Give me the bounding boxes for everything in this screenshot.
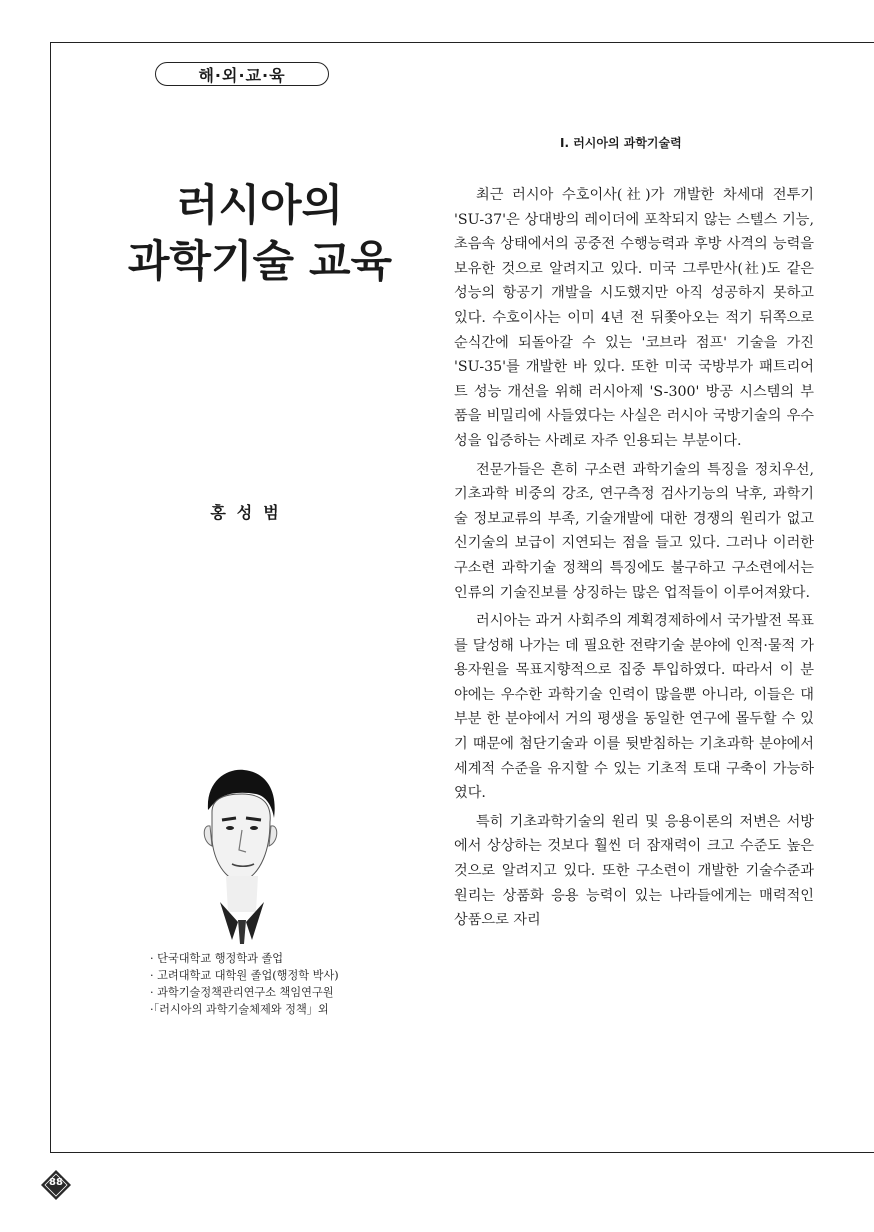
title-line-2: 과학기술 교육 [127,237,393,287]
title-line-1: 러시아의 [176,181,344,231]
page-number: 88 [49,1177,63,1188]
paragraph: 특히 기초과학기술의 원리 및 응용이론의 저변은 서방에서 상상하는 것보다 훨씬 더 잠재력이 크고 수준도 높은 것으로 알려지고 있다. 또한 구소련이 개발한 기술수준과 원리는 상품화 응용 능력이 있는 나라들에게는 매력적인 상품으로 자리 [454,813,814,929]
article-body [454,183,814,933]
paragraph: 전문가들은 흔히 구소련 과학기술의 특징을 정치우선, 기초과학 비중의 강조, 연구측정 검사기능의 낙후, 과학기술 정보교류의 부족, 기술개발에 대한 경쟁의 원리가 없고 신기술의 보급이 지연되는 점을 들고 있다. 그러나 이러한 구소련 과학기술 정책의 특징에도 불구하고 구소련에서는 인류의 기술진보를 상징하는 많은 업적들이 이루어져왔다. [454,461,814,601]
top-rule [50,42,874,43]
left-rule [50,42,51,1152]
paragraph: 최근 러시아 수호이사(社)가 개발한 차세대 전투기 'SU-37'은 상대방의 레이더에 포착되지 않는 스텔스 기능, 초음속 상태에서의 공중전 수행능력과 후방 사격의 능력을 보유한 것으로 알려지고 있다. 미국 그루만사(社)도 같은 성능의 항공기 개발을 시도했지만 아직 성공하지 못하고 있다. 수호이사는 이미 4년 전 뒤쫓아오는 적기 뒤쪽으로 순식간에 되돌아갈 수 있는 '코브라 점프' 기술을 가진 'SU-35'를 개발한 바 있다. 또한 미국 국방부가 패트리어트 성능 개선을 위해 러시아제 'S-300' 방공 시스템의 부품을 비밀리에 사들였다는 사실은 러시아 국방기술의 우수성을 입증하는 사례로 자주 인용되는 부분이다. [454,187,814,449]
author-bio [150,950,410,1018]
paragraph: 러시아는 과거 사회주의 계획경제하에서 국가발전 목표를 달성해 나가는 데 필요한 전략기술 분야에 인적·물적 가용자원을 목표지향적으로 집중 투입하였다. 따라서 이 분야에는 우수한 과학기술 인력이 많을뿐 아니라, 이들은 대부분 한 분야에서 거의 평생을 동일한 연구에 몰두할 수 있기 때문에 첨단기술과 이를 뒷받침하는 기초과학 분야에서 세계적 수준을 유지할 수 있는 기초적 토대 구축이 가능하였다. [454,613,814,802]
bio-line: · 고려대학교 대학원 졸업(행정학 박사) [150,969,339,982]
author-name: 홍성범 [210,503,290,522]
author-photo [186,762,292,947]
bio-line: · 단국대학교 행정학과 졸업 [150,952,284,965]
article-title [95,178,425,290]
bio-line: ·「러시아의 과학기술체제와 정책」외 [150,1003,329,1016]
bottom-rule [50,1152,874,1153]
section-tag: 해·외·교·육 [155,62,329,86]
bio-line: · 과학기술정책관리연구소 책임연구원 [150,986,334,999]
section-heading: Ⅰ. 러시아의 과학기술력 [560,136,682,150]
